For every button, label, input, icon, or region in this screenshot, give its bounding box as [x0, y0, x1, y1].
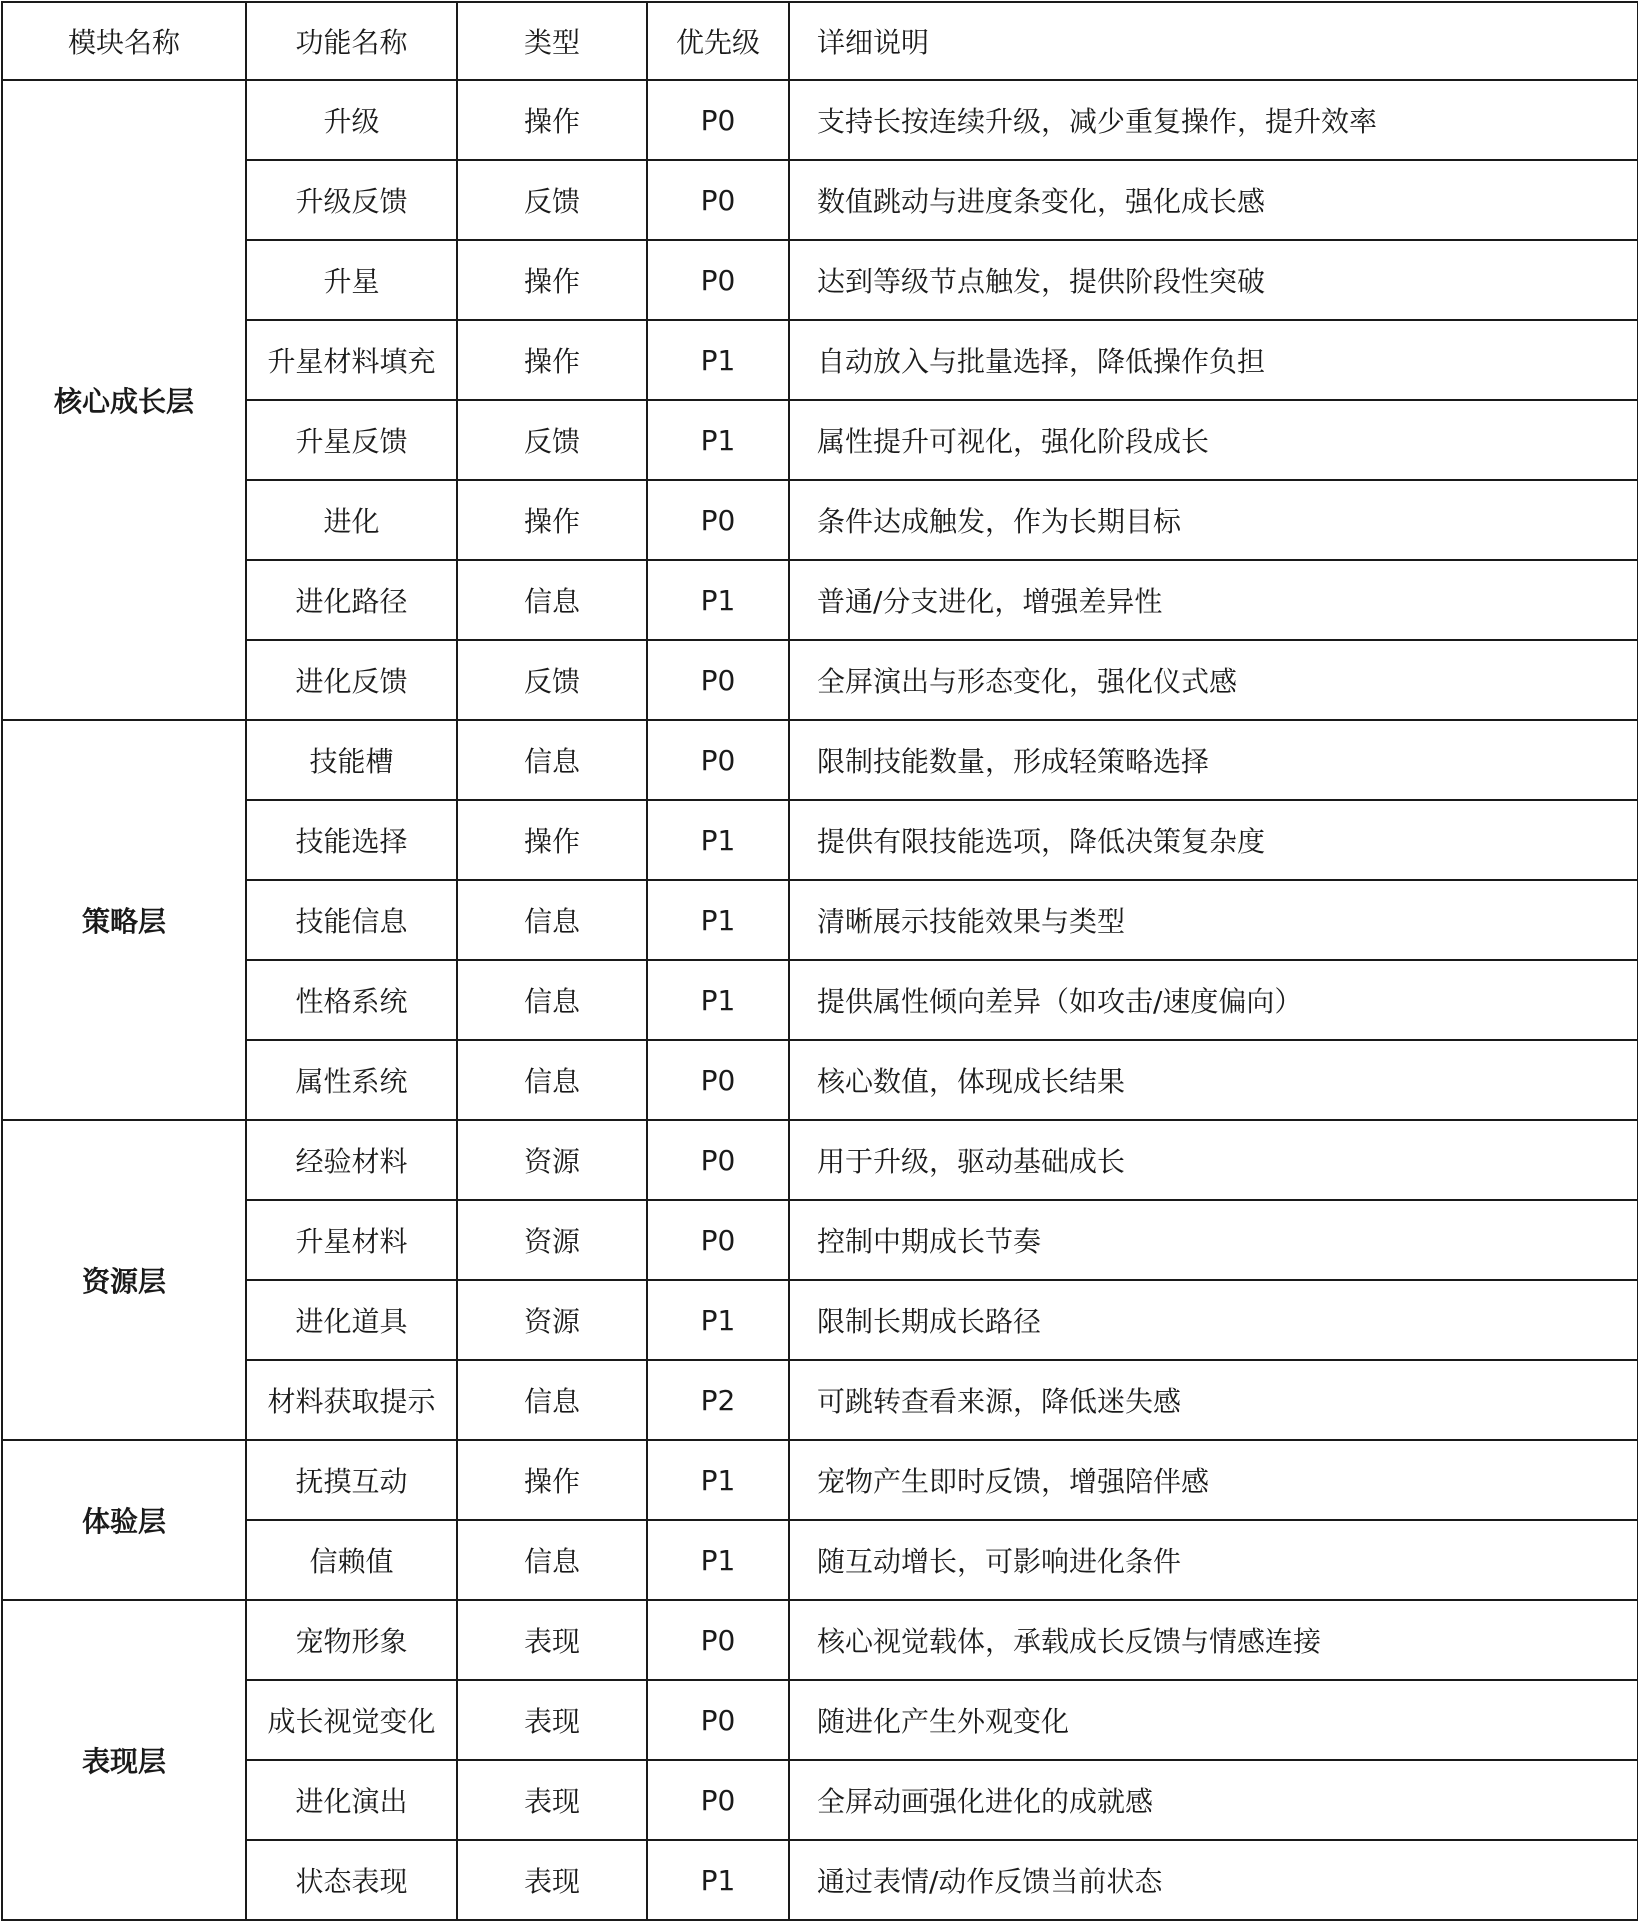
priority-cell: P0 — [647, 1680, 789, 1760]
description-cell: 达到等级节点触发，提供阶段性突破 — [789, 240, 1638, 320]
type-cell: 操作 — [457, 480, 647, 560]
type-cell: 信息 — [457, 1040, 647, 1120]
table-row — [2, 240, 1638, 320]
priority-cell: P1 — [647, 1440, 789, 1520]
description-cell: 条件达成触发，作为长期目标 — [789, 480, 1638, 560]
type-cell: 反馈 — [457, 400, 647, 480]
feature-name-cell: 信赖值 — [246, 1520, 457, 1600]
feature-name-cell: 升级反馈 — [246, 160, 457, 240]
table-row — [2, 1440, 1638, 1520]
feature-name-cell: 升星材料 — [246, 1200, 457, 1280]
priority-cell: P0 — [647, 80, 789, 160]
feature-name-cell: 进化道具 — [246, 1280, 457, 1360]
table-row — [2, 880, 1638, 960]
type-cell: 操作 — [457, 80, 647, 160]
header-priority: 优先级 — [647, 2, 789, 80]
module-name-cell: 核心成长层 — [2, 80, 246, 720]
priority-cell: P0 — [647, 240, 789, 320]
feature-name-cell: 技能信息 — [246, 880, 457, 960]
header-module-name: 模块名称 — [2, 2, 246, 80]
description-cell: 宠物产生即时反馈，增强陪伴感 — [789, 1440, 1638, 1520]
description-cell: 普通/分支进化，增强差异性 — [789, 560, 1638, 640]
type-cell: 资源 — [457, 1200, 647, 1280]
type-cell: 信息 — [457, 720, 647, 800]
module-name-cell: 体验层 — [2, 1440, 246, 1600]
priority-cell: P0 — [647, 1120, 789, 1200]
description-cell: 核心数值，体现成长结果 — [789, 1040, 1638, 1120]
table-row — [2, 1280, 1638, 1360]
table-row — [2, 1040, 1638, 1120]
priority-cell: P0 — [647, 480, 789, 560]
type-cell: 操作 — [457, 1440, 647, 1520]
priority-cell: P0 — [647, 1040, 789, 1120]
description-cell: 支持长按连续升级，减少重复操作，提升效率 — [789, 80, 1638, 160]
description-cell: 通过表情/动作反馈当前状态 — [789, 1840, 1638, 1920]
priority-cell: P1 — [647, 1840, 789, 1920]
type-cell: 信息 — [457, 1520, 647, 1600]
priority-cell: P1 — [647, 1280, 789, 1360]
type-cell: 操作 — [457, 320, 647, 400]
feature-name-cell: 经验材料 — [246, 1120, 457, 1200]
table-row — [2, 160, 1638, 240]
type-cell: 表现 — [457, 1840, 647, 1920]
priority-cell: P1 — [647, 560, 789, 640]
feature-name-cell: 升星反馈 — [246, 400, 457, 480]
feature-name-cell: 进化反馈 — [246, 640, 457, 720]
header-description: 详细说明 — [789, 2, 1638, 80]
type-cell: 表现 — [457, 1680, 647, 1760]
type-cell: 资源 — [457, 1280, 647, 1360]
description-cell: 可跳转查看来源，降低迷失感 — [789, 1360, 1638, 1440]
table-row — [2, 400, 1638, 480]
feature-name-cell: 状态表现 — [246, 1840, 457, 1920]
header-type: 类型 — [457, 2, 647, 80]
module-name-cell: 策略层 — [2, 720, 246, 1120]
priority-cell: P0 — [647, 1600, 789, 1680]
header-feature-name: 功能名称 — [246, 2, 457, 80]
description-cell: 提供有限技能选项，降低决策复杂度 — [789, 800, 1638, 880]
table-body — [2, 80, 1638, 1920]
description-cell: 全屏动画强化进化的成就感 — [789, 1760, 1638, 1840]
priority-cell: P0 — [647, 1200, 789, 1280]
feature-name-cell: 进化路径 — [246, 560, 457, 640]
table-row — [2, 1120, 1638, 1200]
description-cell: 清晰展示技能效果与类型 — [789, 880, 1638, 960]
type-cell: 表现 — [457, 1600, 647, 1680]
type-cell: 反馈 — [457, 640, 647, 720]
table-row — [2, 640, 1638, 720]
type-cell: 信息 — [457, 560, 647, 640]
table-row — [2, 720, 1638, 800]
table-row — [2, 320, 1638, 400]
table-row — [2, 960, 1638, 1040]
feature-name-cell: 材料获取提示 — [246, 1360, 457, 1440]
description-cell: 属性提升可视化，强化阶段成长 — [789, 400, 1638, 480]
priority-cell: P1 — [647, 960, 789, 1040]
module-name-cell: 资源层 — [2, 1120, 246, 1440]
feature-spec-table — [1, 1, 1638, 1921]
type-cell: 操作 — [457, 800, 647, 880]
table-row — [2, 80, 1638, 160]
header-row — [2, 2, 1638, 80]
feature-name-cell: 升星 — [246, 240, 457, 320]
table-row — [2, 800, 1638, 880]
feature-name-cell: 抚摸互动 — [246, 1440, 457, 1520]
description-cell: 数值跳动与进度条变化，强化成长感 — [789, 160, 1638, 240]
description-cell: 控制中期成长节奏 — [789, 1200, 1638, 1280]
type-cell: 信息 — [457, 960, 647, 1040]
table-header — [2, 2, 1638, 80]
priority-cell: P1 — [647, 320, 789, 400]
priority-cell: P1 — [647, 800, 789, 880]
feature-name-cell: 技能选择 — [246, 800, 457, 880]
table-row — [2, 1360, 1638, 1440]
table-row — [2, 1600, 1638, 1680]
feature-name-cell: 宠物形象 — [246, 1600, 457, 1680]
type-cell: 资源 — [457, 1120, 647, 1200]
priority-cell: P1 — [647, 1520, 789, 1600]
description-cell: 提供属性倾向差异（如攻击/速度偏向） — [789, 960, 1638, 1040]
description-cell: 限制长期成长路径 — [789, 1280, 1638, 1360]
description-cell: 随互动增长，可影响进化条件 — [789, 1520, 1638, 1600]
priority-cell: P1 — [647, 880, 789, 960]
table-row — [2, 1760, 1638, 1840]
feature-name-cell: 技能槽 — [246, 720, 457, 800]
feature-name-cell: 成长视觉变化 — [246, 1680, 457, 1760]
priority-cell: P1 — [647, 400, 789, 480]
description-cell: 自动放入与批量选择，降低操作负担 — [789, 320, 1638, 400]
priority-cell: P2 — [647, 1360, 789, 1440]
type-cell: 信息 — [457, 1360, 647, 1440]
feature-name-cell: 进化 — [246, 480, 457, 560]
table-row — [2, 1200, 1638, 1280]
description-cell: 随进化产生外观变化 — [789, 1680, 1638, 1760]
feature-name-cell: 性格系统 — [246, 960, 457, 1040]
priority-cell: P0 — [647, 640, 789, 720]
feature-name-cell: 升星材料填充 — [246, 320, 457, 400]
priority-cell: P0 — [647, 720, 789, 800]
type-cell: 操作 — [457, 240, 647, 320]
table-row — [2, 1840, 1638, 1920]
priority-cell: P0 — [647, 160, 789, 240]
description-cell: 核心视觉载体，承载成长反馈与情感连接 — [789, 1600, 1638, 1680]
description-cell: 全屏演出与形态变化，强化仪式感 — [789, 640, 1638, 720]
type-cell: 反馈 — [457, 160, 647, 240]
table-row — [2, 560, 1638, 640]
description-cell: 限制技能数量，形成轻策略选择 — [789, 720, 1638, 800]
module-name-cell: 表现层 — [2, 1600, 246, 1920]
feature-name-cell: 升级 — [246, 80, 457, 160]
table-row — [2, 480, 1638, 560]
table-row — [2, 1520, 1638, 1600]
feature-name-cell: 进化演出 — [246, 1760, 457, 1840]
feature-name-cell: 属性系统 — [246, 1040, 457, 1120]
description-cell: 用于升级，驱动基础成长 — [789, 1120, 1638, 1200]
type-cell: 表现 — [457, 1760, 647, 1840]
type-cell: 信息 — [457, 880, 647, 960]
table-row — [2, 1680, 1638, 1760]
priority-cell: P0 — [647, 1760, 789, 1840]
